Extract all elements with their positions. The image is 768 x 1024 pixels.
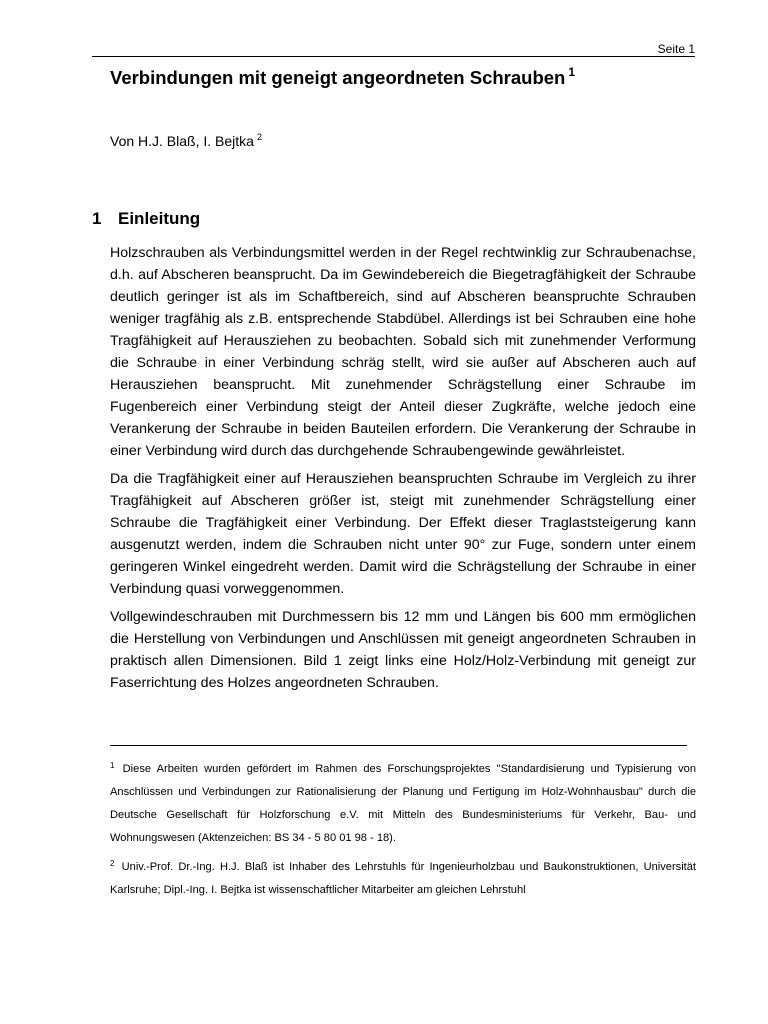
footnote-separator xyxy=(110,745,687,746)
document-authors xyxy=(110,131,262,153)
footnote-2-marker: 2 xyxy=(110,859,115,868)
body-text xyxy=(110,242,696,700)
document-title-text: Verbindungen mit geneigt angeordneten Schrauben xyxy=(110,67,566,88)
document-title xyxy=(110,66,575,92)
page-header xyxy=(92,42,695,57)
title-footnote-marker: 1 xyxy=(568,65,576,79)
paragraph-1: Holzschrauben als Verbindungsmittel werden in der Regel rechtwinklig zur Schraubenachse, d.h. auf Abscheren beansprucht. Da im Gewindebereich die Biegetragfähigkeit der Schraube deutlich geringer ist als im Schaftbereich, sind auf Abscheren beanspruchte Schrauben weniger tragfähig als z.B. entsprechende Stabdübel. Allerdings ist bei Schrauben eine hohe Tragfähigkeit auf Herausziehen zu beobachten. Sobald sich mit zunehmender Verformung die Schraube in einer Verbindung schräg stellt, wird sie außer auf Abscheren auch auf Herausziehen beansprucht. Mit zunehmender Schrägstellung einer Schraube im Fugenbereich einer Verbindung steigt der Anteil dieser Zugkräfte, welche jedoch eine Verankerung der Schraube in beiden Bauteilen erfordern. Die Verankerung der Schraube in einer Verbindung wird durch das durchgehende Schraubengewinde gewährleistet. xyxy=(110,245,696,459)
authors-text: Von H.J. Blaß, I. Bejtka xyxy=(110,133,254,149)
section-heading xyxy=(92,208,200,230)
footnote-2-text: Univ.-Prof. Dr.-Ing. H.J. Blaß ist Inhaber des Lehrstuhls für Ingenieurholzbau und Baukonstruktionen, Universität Karlsruhe; Dipl.-Ing. I. Bejtka ist wissenschaftlicher Mitarbeiter am gleichen Lehrstuhl xyxy=(110,861,696,896)
page-number: Seite 1 xyxy=(657,42,695,56)
footnotes xyxy=(110,758,696,908)
footnote-1-text: Diese Arbeiten wurden gefördert im Rahmen des Forschungsprojektes "Standardisierung und Typisierung von Anschlüssen und Verbindungen zur Rationalisierung der Planung und Fertigung im Holz-Wohnhausbau" durch die Deutsche Gesellschaft für Holzforschung e.V. mit Mitteln des Bundesministeriums für Verkehr, Bau- und Wohnungswesen (Aktenzeichen: BS 34 - 5 80 01 98 - 18). xyxy=(110,763,697,844)
paragraph-3: Vollgewindeschrauben mit Durchmessern bis 12 mm und Längen bis 600 mm ermöglichen die Herstellung von Verbindungen und Anschlüssen mit geneigt angeordneten Schrauben in praktisch allen Dimensionen. Bild 1 zeigt links eine Holz/Holz-Verbindung mit geneigt zur Faserrichtung des Holzes angeordneten Schrauben. xyxy=(110,609,696,691)
section-number: 1 xyxy=(92,209,102,228)
authors-footnote-marker: 2 xyxy=(256,132,262,142)
paragraph-2: Da die Tragfähigkeit einer auf Herausziehen beanspruchten Schraube im Vergleich zu ihrer Tragfähigkeit auf Abscheren größer ist, steigt mit zunehmender Schrägstellung einer Schraube die Tragfähigkeit einer Verbindung. Der Effekt dieser Traglaststeigerung kann ausgenutzt werden, indem die Schrauben nicht unter 90° zur Fuge, sondern unter einem geringeren Winkel eingedreht werden. Damit wird die Schrägstellung der Schraube in einer Verbindung quasi vorweggenommen. xyxy=(110,471,696,597)
footnote-2 xyxy=(110,856,696,902)
section-title: Einleitung xyxy=(118,209,201,228)
footnote-1-marker: 1 xyxy=(110,761,115,770)
footnote-1 xyxy=(110,758,696,850)
